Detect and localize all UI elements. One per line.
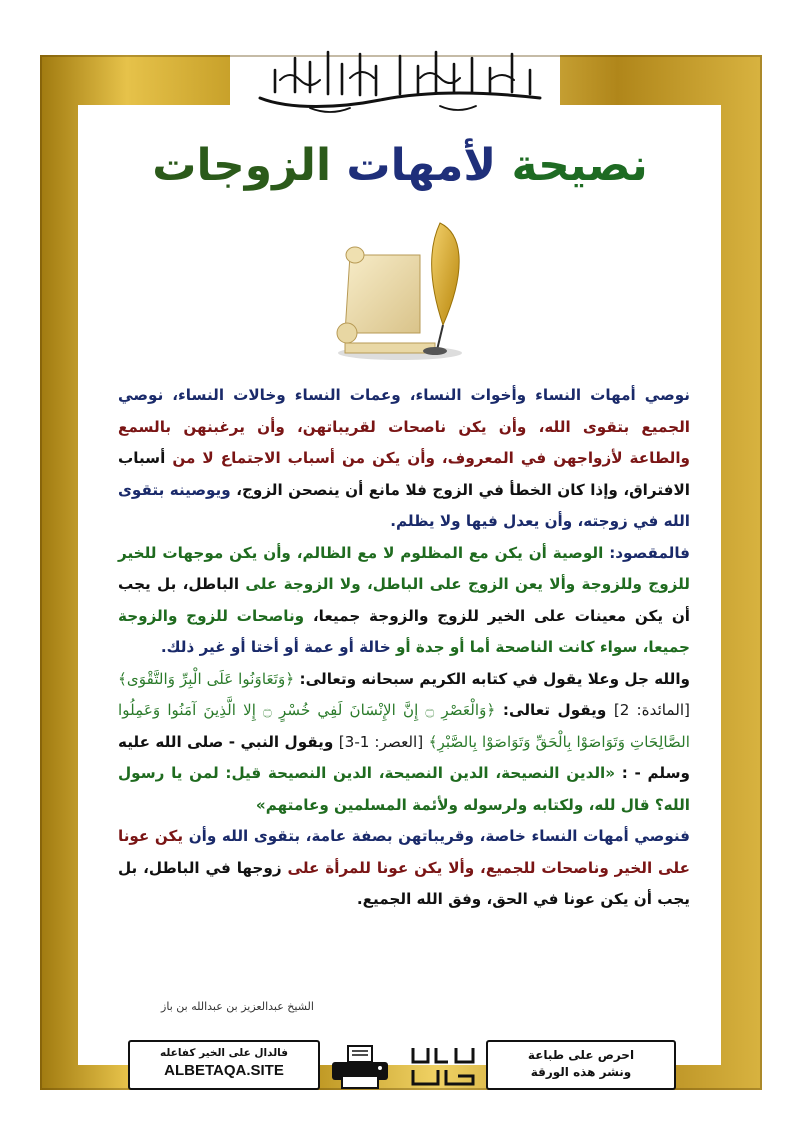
title-word-1: نصيحة	[511, 140, 648, 191]
print-reminder-line1: احرص على طباعة	[527, 1048, 635, 1062]
text-line: يكن عونا على الخير وناصحات للجميع، وألا يكن عونا للمرأة على	[118, 827, 690, 877]
print-reminder-line2: ونشر هذه الورقة	[530, 1065, 632, 1079]
scroll-quill-illustration	[325, 215, 475, 365]
basmala-calligraphy	[250, 40, 550, 118]
paragraph-2	[118, 538, 690, 664]
paragraph-1	[118, 380, 690, 538]
website-motto: فالدال على الخير كفاعله	[160, 1047, 288, 1059]
text-line: فنوصي أمهات النساء خاصة، وقريباتهن بصفة عامة، بتقوى الله وأن	[188, 827, 690, 845]
printer-icon	[328, 1044, 392, 1090]
albetaqa-logo	[408, 1040, 478, 1090]
text-line: وناصحات للزوج والزوجة جميعا، سواء كانت الناصحة أما أو جدة أو	[118, 606, 690, 656]
text-line: الباطل، بل يجب أن يكن معينات على الخير للزوج والزوجة جميعا،	[118, 575, 690, 625]
text-line: للخير للزوج وللزوجة وألا يعن الزوج على الباطل، ولا الزوجة على	[118, 543, 690, 593]
author-signature: الشيخ عبدالعزيز بن عبدالله بن باز	[161, 1000, 314, 1013]
text-line: ويقول النبي - صلى الله عليه وسلم - :	[118, 732, 690, 782]
quran-verse: ﴿وَتَعَاوَنُوا عَلَى الْبِرِّ وَالتَّقْوَى﴾	[118, 669, 295, 688]
paragraph-3	[118, 664, 690, 822]
text-line: والله جل وعلا يقول في كتابه الكريم سبحانه وتعالى:	[299, 669, 690, 688]
text-line: أسباب الافتراق، وإذا كان الخطأ في الزوج فلا مانع أن ينصحن الزوج،	[118, 449, 690, 499]
title-word-2: لأمهات	[346, 140, 497, 191]
text-line: نوصي أمهات النساء وأخوات النساء، وعمات النساء وخالات النساء، نوصي	[118, 386, 690, 404]
hadith-quote: «الدين النصيحة، الدين النصيحة، الدين النصيحة قيل: لمن يا رسول الله؟ قال لله، ولكتابه ولرسوله ولأئمة المسلمين وعامتهم»	[118, 764, 690, 814]
lead-word: فالمقصود:	[609, 543, 691, 562]
text-line: زوجها في الباطل، بل يجب أن يكن عونا في الحق، وفق الله الجميع.	[118, 858, 690, 908]
paragraph-4	[118, 821, 690, 916]
article-body	[118, 380, 690, 916]
print-reminder-box	[486, 1040, 676, 1090]
page-title	[0, 138, 800, 194]
text-line: ويوصينه بتقوى الله في زوجته، وأن يعدل فيها ولا يظلم.	[118, 480, 690, 530]
verse-reference: [العصر: 1-3]	[338, 732, 424, 751]
text-line: ويقول تعالى:	[502, 701, 607, 719]
text-line: الجميع بتقوى الله، وأن يكن ناصحات لقريباتهن، وأن يرغبنهن بالسمع	[118, 417, 690, 436]
website-box	[128, 1040, 320, 1090]
text-line: والطاعة لأزواجهن في المعروف، وأن يكن من أسباب الاجتماع لا من	[172, 449, 690, 467]
title-word-3: الزوجات	[152, 140, 332, 191]
verse-reference: [المائدة: 2]	[613, 701, 690, 719]
text-line: الوصية أن يكن مع المظلوم لا مع الظالم، وأن يكن موجهات	[162, 543, 604, 562]
quran-verse: ﴿وَالْعَصْرِ ۝ إِنَّ الإِنْسَانَ لَفِي خُسْرٍ ۝ إِلا الَّذِينَ آمَنُوا وَعَمِلُوا الصَّالِحَاتِ وَتَوَاصَوْا بِالْحَقِّ وَتَوَاصَوْا بِالصَّبْرِ﴾	[118, 701, 690, 751]
text-line: خالة أو عمة أو أختا أو غير ذلك.	[160, 638, 391, 656]
website-link[interactable]: ALBETAQA.SITE	[164, 1062, 284, 1079]
